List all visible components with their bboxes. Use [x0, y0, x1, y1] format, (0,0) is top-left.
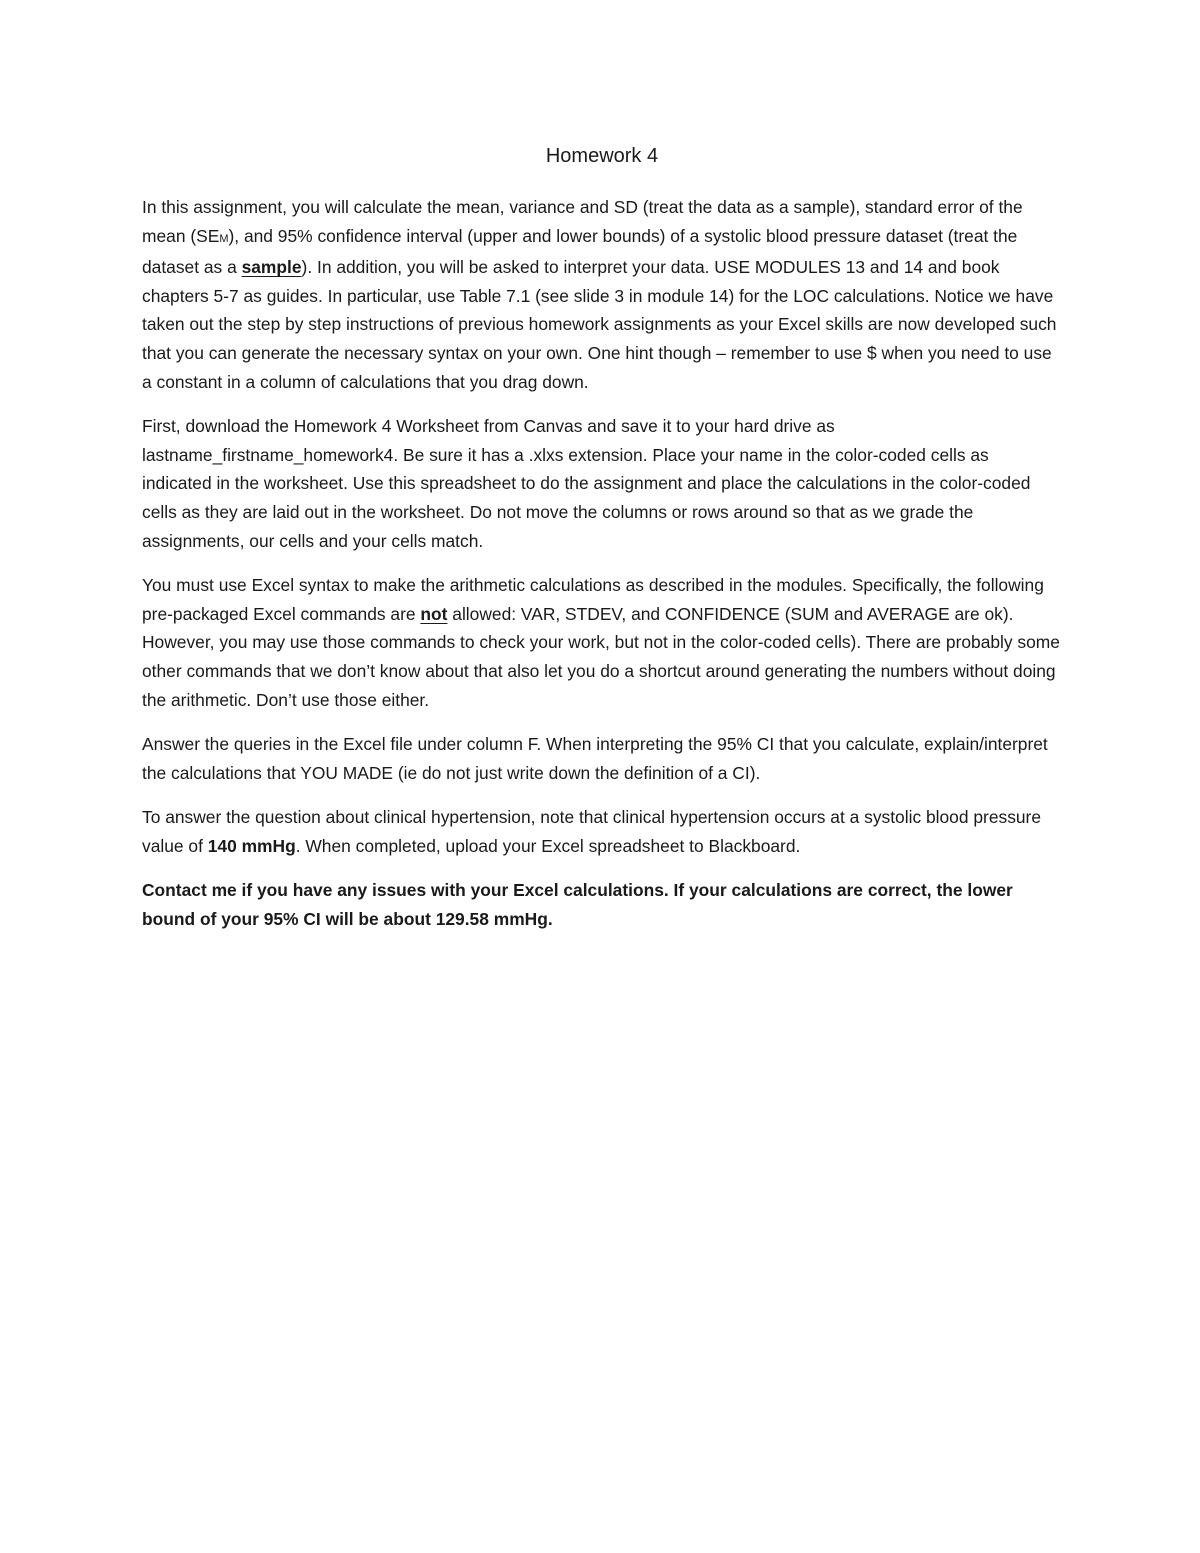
threshold-value: 140 mmHg	[207, 835, 296, 856]
document-body	[142, 142, 1062, 950]
paragraph-hypertension-part-b: . When completed, upload your Excel spreadsheet to Blackboard.	[295, 835, 801, 856]
paragraph-hypertension	[142, 803, 1062, 860]
paragraph-queries: Answer the queries in the Excel file under column F. When interpreting the 95% CI that you calculate, explain/interpret the calculations that YOU MADE (ie do not just write down the definition of a CI).	[142, 734, 1048, 783]
paragraph-intro	[142, 193, 1062, 396]
paragraph-intro-part-c: ). In addition, you will be asked to interpret your data. USE MODULES 13 and 14 and book chapters 5-7 as guides. In particular, use Table 7.1 (see slide 3 in module 14) for the LOC calculations. Notice we have taken out the step by step instructions of previous homework assignments as your Excel skills are now developed such that you can generate the necessary syntax on your own. One hint though – remember to use $ when you need to use a constant in a column of calculations that you drag down.	[142, 257, 1057, 392]
document-title: Homework 4	[545, 145, 659, 167]
paragraph-hypertension-part-a: To answer the question about clinical hypertension, note that clinical hypertension occurs at a systolic blood pressure value of	[142, 807, 1042, 856]
paragraph-excel-syntax-part-b: allowed: VAR, STDEV, and CONFIDENCE (SUM and AVERAGE are ok). However, you may use those commands to check your work, but not in the color-coded cells). There are probably some other commands that we don’t know about that also let you do a shortcut around generating the numbers without doing the arithmetic. Don’t use those either.	[142, 603, 1060, 710]
paragraph-excel-syntax-part-a: You must use Excel syntax to make the arithmetic calculations as described in the modules. Specifically, the following pre-packaged Excel commands are	[142, 575, 1044, 624]
paragraph-excel-syntax	[142, 571, 1062, 714]
paragraph-download: First, download the Homework 4 Worksheet from Canvas and save it to your hard drive as lastname_firstname_homework4. Be sure it has a .xlxs extension. Place your name in the color-coded cells as indicated in the worksheet. Use this spreadsheet to do the assignment and place the calculations in the color-coded cells as they are laid out in the worksheet. Do not move the columns or rows around so that as we grade the assignments, our cells and your cells match.	[142, 416, 1031, 551]
not-emphasis: not	[420, 603, 448, 624]
sample-emphasis: sample	[241, 257, 302, 278]
paragraph-contact: Contact me if you have any issues with your Excel calculations. If your calculations are correct, the lower bound of your 95% CI will be about 129.58 mmHg.	[142, 880, 1013, 930]
paragraph-intro-part-b: ), and 95% confidence interval (upper and lower bounds) of a systolic blood pressure dataset (treat the dataset as a	[142, 225, 1018, 278]
sem-subscript: M	[219, 232, 229, 245]
paragraph-intro-part-a: In this assignment, you will calculate the mean, variance and SD (treat the data as a sample), standard error of the mean (SE	[142, 197, 1023, 246]
